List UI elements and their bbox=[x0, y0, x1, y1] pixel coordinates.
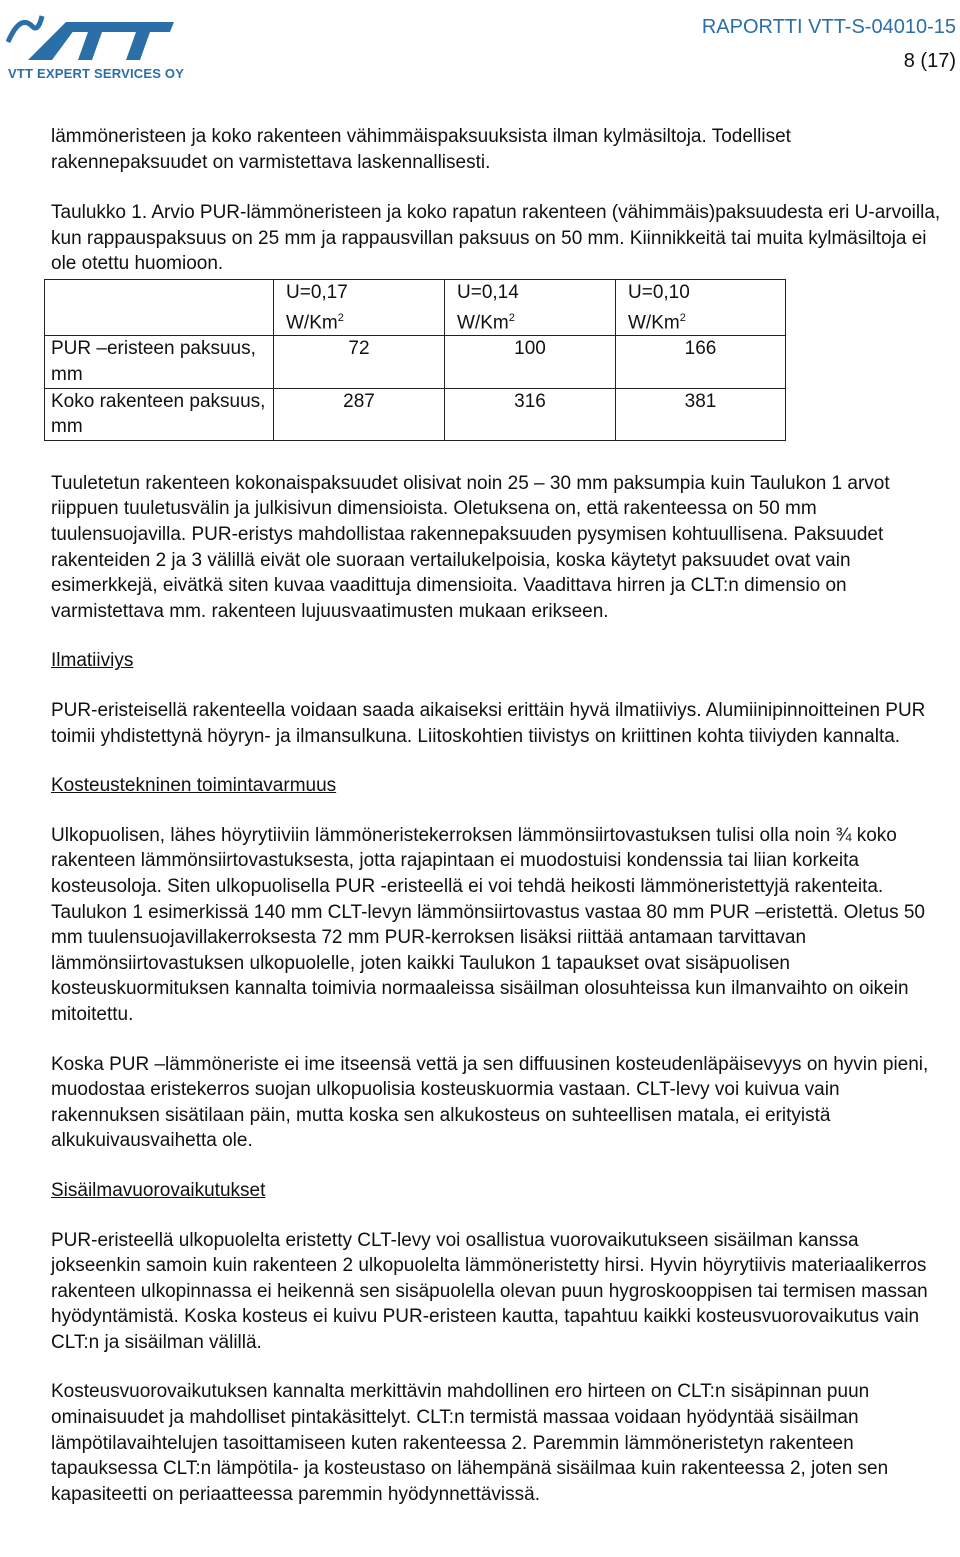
paragraph: PUR-eristeisellä rakenteella voidaan saada aikaiseksi erittäin hyvä ilmatiiviys. Alumiinipinnoitteinen PUR toimii yhdistettynä höyryn- ja ilmansulkuna. Liitoskohtien tiivistys on kriittinen kohta tiiviyden kannalta. bbox=[51, 700, 926, 747]
paragraph: PUR-eristeellä ulkopuolelta eristetty CLT-levy voi osallistua vuorovaikutukseen sisäilman kanssa jokseenkin samoin kuin rakenteen 2 ulkopuolelta lämmöneristetty hirsi. Hyvin höyrytiivis materiaalikerros rakenteen ulkopinnassa ei heikennä sen sisäpuolella olevan puun hygroskooppisen tai termisen massan hyödyntämistä. Koska kosteus ei kuivu PUR-eristeen kautta, tapahtuu kaikki kosteusvuorovaikutus vain CLT:n ja sisäilman välillä. bbox=[51, 1229, 928, 1353]
section-heading-sisailma: Sisäilmavuorovaikutukset bbox=[51, 1179, 266, 1201]
section-heading-kosteustekninen: Kosteustekninen toimintavarmuus bbox=[51, 775, 337, 797]
table-cell: 100 bbox=[445, 336, 616, 388]
paragraph: Koska PUR –lämmöneriste ei ime itseensä vettä ja sen diffuusinen kosteudenläpäisevyys on hyvin pieni, muodostaa eristekerros suojan ulkopuolisia kosteuskuormia vastaan. CLT-levy voi kuivua vain rakennuksen sisätilaan päin, mutta koska sen alkukosteus on suhteellisen matala, ei erityistä alkukuivausvaihetta ole. bbox=[51, 1053, 929, 1152]
report-id: RAPORTTI VTT-S-04010-15 bbox=[701, 16, 956, 38]
table-row bbox=[45, 336, 786, 388]
table-row-label: Koko rakenteen paksuus, mm bbox=[45, 388, 274, 440]
vtt-logo bbox=[6, 6, 206, 82]
table-cell: 72 bbox=[274, 336, 445, 388]
table-row-label: PUR –eristeen paksuus, mm bbox=[45, 336, 274, 388]
page-number: 8 (17) bbox=[903, 50, 956, 72]
paragraph: Tuuletetun rakenteen kokonaispaksuudet olisivat noin 25 – 30 mm paksumpia kuin Taulukon 1 arvot riippuen tuuletusvälin ja julkisivun dimensioista. Oletuksena on, että rakenteessa on 50 mm tuulensuojavilla. PUR-eristys mahdollistaa rakennepaksuuden pysymisen kohtuullisena. Paksuudet rakenteiden 2 ja 3 välillä eivät ole suoraan vertailukelpoisia, koska käytetyt paksuudet ovat vain esimerkkejä, eivätkä siten kuvaa vaadittuja dimensioita. Vaadittava hirren ja CLT:n dimensio on varmistettava mm. rakenteen lujuusvaatimusten mukaan erikseen. bbox=[51, 472, 890, 622]
vtt-logo-mark bbox=[6, 6, 206, 64]
table-row bbox=[45, 388, 786, 440]
paragraph: Ulkopuolisen, lähes höyrytiiviin lämmöneristekerroksen lämmönsiirtovastuksen tulisi olla noin ¾ koko rakenteen lämmönsiirtovastuksesta, jotta rajapintaan ei muodostuisi kondenssia tai liian korkeita kosteusoloja. Siten ulkopuolisella PUR -eristeellä ei voi tehdä heikosti lämmöneristettyjä rakenteita. Taulukon 1 esimerkissä 140 mm CLT-levyn lämmönsiirtovastus vastaa 80 mm PUR –eristettä. Oletus 50 mm tuulensuojavillakerroksesta 72 mm PUR-kerroksen lisäksi riittää antamaan tarvittavan lämmönsiirtovastuksen ulkopuolelle, joten kaikki Taulukon 1 tapaukset ovat sisäpuolisen kosteuskuormituksen kannalta toimivia normaaleissa sisäilman olosuhteissa kun ilmanvaihto on oikein mitoitettu. bbox=[51, 824, 925, 1025]
table-cell: 381 bbox=[616, 388, 786, 440]
table-cell: 166 bbox=[616, 336, 786, 388]
table-cell: 316 bbox=[445, 388, 616, 440]
logo-subtitle: VTT EXPERT SERVICES OY bbox=[8, 66, 185, 81]
page-header bbox=[0, 0, 960, 90]
intro-paragraph: lämmöneristeen ja koko rakenteen vähimmäispaksuuksista ilman kylmäsiltoja. Todelliset rakennepaksuudet on varmistettava laskennallisesti. bbox=[51, 126, 791, 173]
table-cell: 287 bbox=[274, 388, 445, 440]
table-header-row bbox=[45, 279, 786, 336]
table-header-cell: U=0,10 W/Km$^2$ bbox=[616, 279, 786, 336]
paragraph: Kosteusvuorovaikutuksen kannalta merkittävin mahdollinen ero hirteen on CLT:n sisäpinnan puun ominaisuudet ja mahdolliset pintakäsittelyt. CLT:n termistä massaa voidaan hyödyntää sisäilman lämpötilavaihtelujen tasoittamiseen kuten rakenteessa 2. Paremmin lämmöneristetyn rakenteen tapauksessa CLT:n lämpötila- ja kosteustaso on lähempänä sisäilmaa kuin rakenteessa 2, joten sen kapasiteetti on periaatteessa paremmin hyödynnettävissä. bbox=[51, 1381, 889, 1505]
table-caption: Taulukko 1. Arvio PUR-lämmöneristeen ja koko rapatun rakenteen (vähimmäis)paksuudesta eri U-arvoilla, kun rappauspaksuus on 25 mm ja rappausvillan paksuus on 50 mm. Kiinnikkeitä tai muita kylmäsiltoja ei ole otettu huomioon. bbox=[51, 202, 941, 275]
table-header-cell: U=0,14 W/Km$^2$ bbox=[445, 279, 616, 336]
table-header-empty bbox=[45, 279, 274, 336]
thickness-table bbox=[44, 279, 786, 441]
document-body bbox=[51, 124, 945, 1507]
table-header-cell: U=0,17 W/Km$^2$ bbox=[274, 279, 445, 336]
section-heading-ilmatiiviys: Ilmatiiviys bbox=[51, 650, 134, 672]
